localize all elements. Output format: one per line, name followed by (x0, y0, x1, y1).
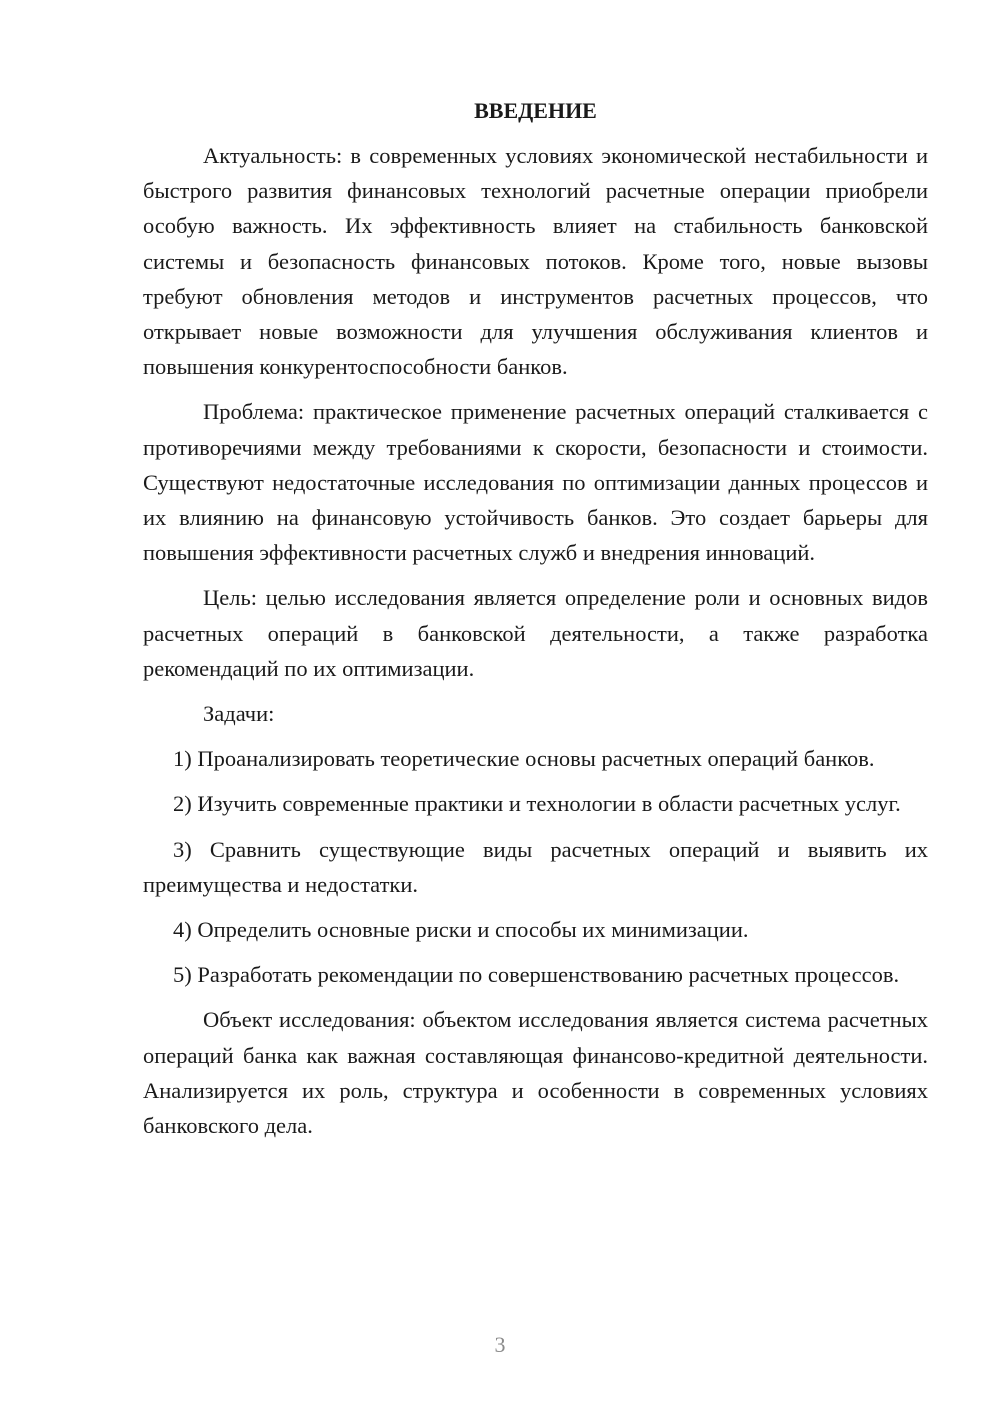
tasks-heading: Задачи: (203, 701, 275, 727)
problem-paragraph: Проблема: практическое применение расчетных операций сталкивается с противоречиями между требованиями к скорости, безопасности и стоимости. Существуют недостаточные исследования по оптимизации данных процессов и их влиянию на финансовую устойчивость банков. Это создает барьеры для повышения эффективности расчетных служб и внедрения инноваций. (143, 399, 928, 566)
document-body (143, 94, 928, 1153)
goal-paragraph: Цель: целью исследования является определение роли и основных видов расчетных операций в банковской деятельности, а также разработка рекомендаций по их оптимизации. (143, 585, 928, 681)
task-item-5: 5) Разработать рекомендации по совершенствованию расчетных процессов. (173, 962, 900, 988)
page-number: 3 (494, 1332, 506, 1357)
task-item-3: 3) Сравнить существующие виды расчетных операций и выявить их преимущества и недостатки. (143, 836, 928, 897)
page-title: ВВЕДЕНИЕ (474, 98, 597, 123)
task-item-1: 1) Проанализировать теоретические основы расчетных операций банков. (173, 746, 875, 772)
actuality-paragraph: Актуальность: в современных условиях экономической нестабильности и быстрого развития финансовых технологий расчетные операции приобрели особую важность. Их эффективность влияет на стабильность банковской системы и безопасность финансовых потоков. Кроме того, новые вызовы требуют обновления методов и инструментов расчетных процессов, что открывает новые возможности для улучшения обслуживания клиентов и повышения конкурентоспособности банков. (143, 143, 928, 380)
object-paragraph: Объект исследования: объектом исследования является система расчетных операций банка как важная составляющая финансово-кредитной деятельности. Анализируется их роль, структура и особенности в современных условиях банковского дела. (143, 1007, 928, 1139)
task-item-4: 4) Определить основные риски и способы их минимизации. (173, 917, 749, 943)
task-item-2: 2) Изучить современные практики и технологии в области расчетных услуг. (173, 791, 901, 817)
